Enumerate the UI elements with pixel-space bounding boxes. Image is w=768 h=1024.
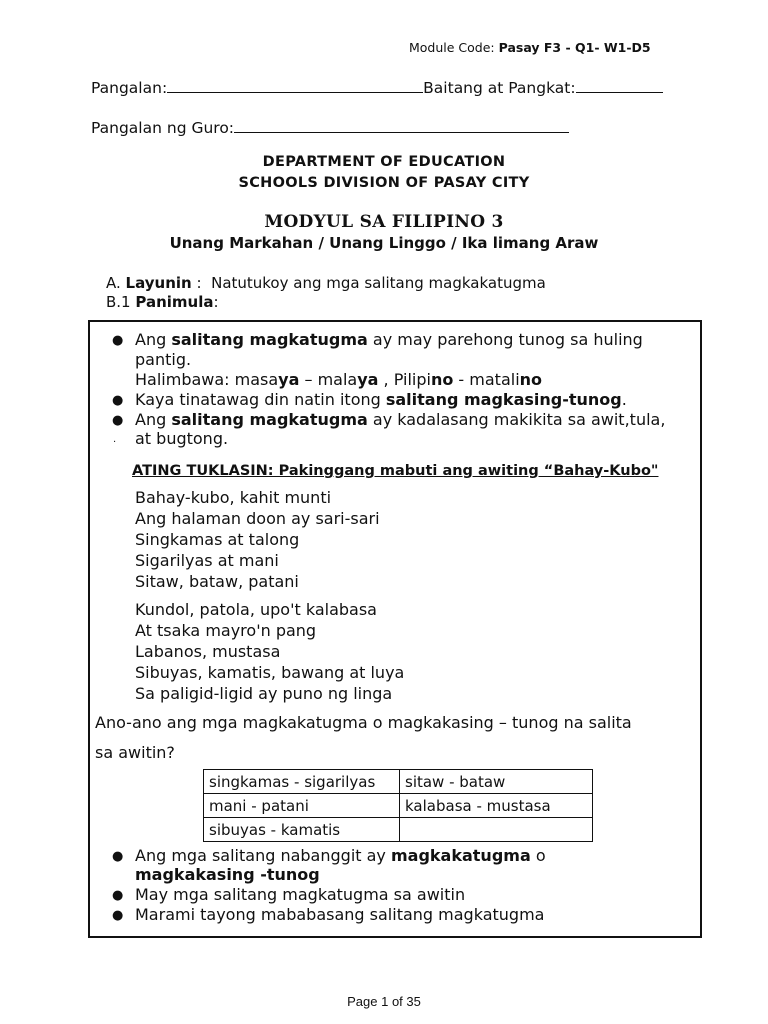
bold-syllable: no	[519, 370, 543, 389]
song-line: Sigarilyas at mani	[135, 551, 279, 570]
text: Kaya tinatawag din natin itong	[135, 390, 386, 409]
panimula-line	[106, 293, 219, 311]
layunin-sep: :	[191, 274, 212, 292]
layunin-line	[106, 274, 546, 292]
summary-bullet-3: Marami tayong mababasang salitang magkatugma	[135, 905, 545, 924]
text: o	[530, 846, 546, 865]
song-stanza-2	[135, 599, 404, 704]
song-line: Sibuyas, kamatis, bawang at luya	[135, 663, 405, 682]
bullet-icon: ●	[112, 888, 124, 903]
guro-field-row	[91, 118, 569, 137]
intro-bullet-1-cont: pantig.	[135, 350, 192, 369]
module-code-label: Module Code:	[409, 40, 499, 55]
bullet-icon: ●	[112, 908, 124, 923]
summary-bullet-1	[135, 846, 546, 865]
panimula-colon: :	[213, 293, 219, 311]
song-line: Sa paligid-ligid ay puno ng linga	[135, 684, 393, 703]
example-line	[135, 370, 542, 389]
stray-dot: .	[113, 434, 117, 445]
bold-syllable: ya	[278, 370, 300, 389]
tuklasin-heading: ATING TUKLASIN: Pakinggang mabuti ang awiting “Bahay-Kubo"	[132, 463, 659, 479]
layunin-label: Layunin	[125, 274, 192, 292]
bold-term: magkakatugma	[390, 846, 531, 865]
module-code-value: Pasay F3 - Q1- W1-D5	[498, 40, 651, 55]
name-field-row	[91, 78, 663, 97]
guro-label: Pangalan ng Guro:	[91, 119, 235, 137]
bold-term: salitang magkatugma	[171, 330, 368, 349]
bullet-icon: ●	[112, 413, 124, 428]
summary-bullet-1-cont: magkakasing -tunog	[135, 865, 320, 884]
song-line: Ang halaman doon ay sari-sari	[135, 509, 380, 528]
text: – mala	[299, 370, 358, 389]
text: ay kadalasang makikita sa awit,tula,	[367, 410, 666, 429]
modyul-subtitle: Unang Markahan / Unang Linggo / Ika limang Araw	[169, 234, 599, 252]
bullet-icon: ●	[112, 849, 124, 864]
table-row	[204, 794, 593, 818]
pangalan-label: Pangalan:	[91, 79, 168, 97]
table-row	[204, 818, 593, 842]
baitang-label: Baitang at Pangkat:	[423, 79, 576, 97]
module-code	[409, 40, 651, 55]
table-cell: sibuyas - kamatis	[204, 818, 400, 842]
text: ay may parehong tunog sa huling	[367, 330, 643, 349]
song-line: Labanos, mustasa	[135, 642, 281, 661]
page-number: Page 1 of 35	[347, 994, 421, 1009]
summary-bullet-2: May mga salitang magkatugma sa awitin	[135, 885, 466, 904]
song-line: Sitaw, bataw, patani	[135, 572, 299, 591]
intro-bullet-2	[135, 390, 627, 409]
baitang-blank[interactable]	[576, 78, 663, 93]
layunin-letter: A.	[106, 274, 121, 292]
rhyme-pairs-table	[203, 769, 593, 842]
text: Ang mga salitang nabanggit ay	[135, 846, 391, 865]
text: , Pilipi	[378, 370, 431, 389]
text: .	[621, 390, 627, 409]
bullet-icon: ●	[112, 393, 124, 408]
modyul-title: MODYUL SA FILIPINO 3	[264, 212, 504, 232]
song-line: At tsaka mayro'n pang	[135, 621, 317, 640]
intro-bullet-1	[135, 330, 643, 349]
department-title: DEPARTMENT OF EDUCATION	[262, 154, 506, 170]
song-line: Bahay-kubo, kahit munti	[135, 488, 332, 507]
panimula-num: B.1	[106, 293, 131, 311]
table-cell: mani - patani	[204, 794, 400, 818]
bold-syllable: ya	[357, 370, 379, 389]
table-cell	[400, 818, 593, 842]
text: Halimbawa: masa	[135, 370, 279, 389]
layunin-text: Natutukoy ang mga salitang magkakatugma	[211, 274, 546, 292]
text: Ang	[135, 410, 172, 429]
table-cell: sitaw - bataw	[400, 770, 593, 794]
table-cell: singkamas - sigarilyas	[204, 770, 400, 794]
bold-term: salitang magkatugma	[171, 410, 368, 429]
bold-term: salitang magkasing-tunog	[385, 390, 622, 409]
intro-bullet-3-cont: at bugtong.	[135, 429, 229, 448]
song-line: Kundol, patola, upo't kalabasa	[135, 600, 377, 619]
table-row	[204, 770, 593, 794]
song-stanza-1	[135, 487, 380, 592]
guro-blank[interactable]	[234, 118, 569, 133]
panimula-label: Panimula	[135, 293, 214, 311]
question-line-2: sa awitin?	[95, 743, 175, 762]
text: Ang	[135, 330, 172, 349]
bullet-icon: ●	[112, 333, 124, 348]
table-cell: kalabasa - mustasa	[400, 794, 593, 818]
song-line: Singkamas at talong	[135, 530, 300, 549]
intro-bullet-3	[135, 410, 665, 429]
bold-syllable: no	[430, 370, 454, 389]
pangalan-blank[interactable]	[167, 78, 423, 93]
division-title: SCHOOLS DIVISION OF PASAY CITY	[238, 175, 530, 191]
text: - matali	[453, 370, 520, 389]
question-line-1: Ano-ano ang mga magkakatugma o magkakasing – tunog na salita	[95, 713, 632, 732]
